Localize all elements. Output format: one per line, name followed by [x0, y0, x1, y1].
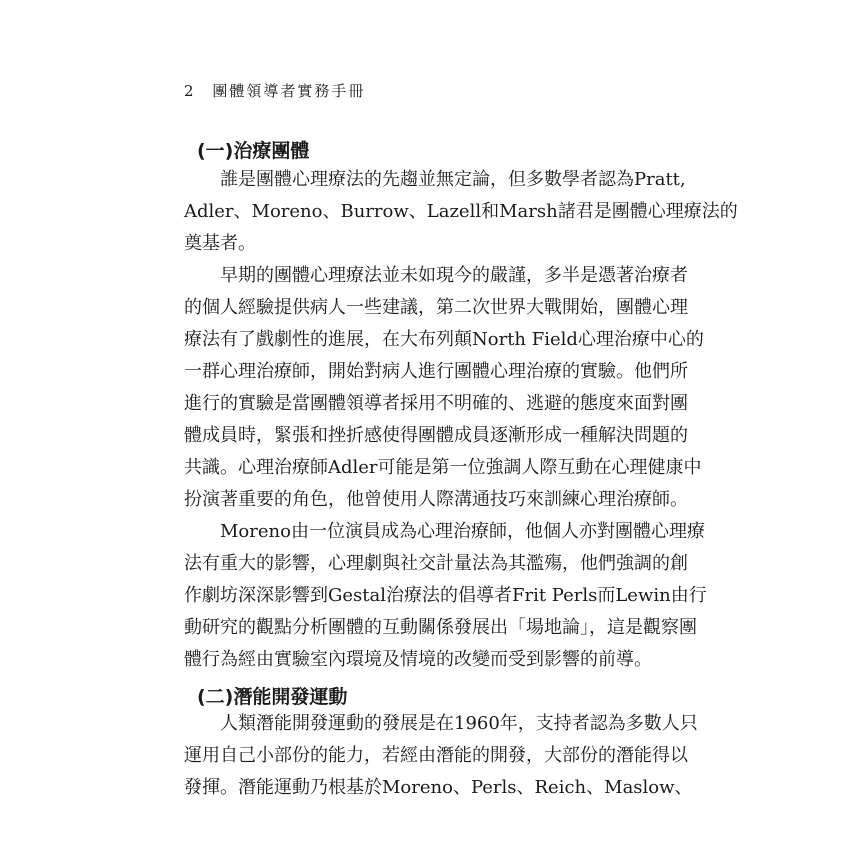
paragraph-line: 奠基者。: [184, 233, 256, 254]
paragraph-line: 作劇坊深深影響到Gestal治療法的倡導者Frit Perls而Lewin由行: [184, 585, 707, 606]
running-header: [184, 80, 365, 101]
paragraph-line: 進行的實驗是當團體領導者採用不明確的、逃避的態度來面對團: [184, 393, 688, 414]
book-title: 團體領導者實務手冊: [212, 82, 366, 100]
paragraph-line: 體成員時，緊張和挫折感使得團體成員逐漸形成一種解決問題的: [184, 425, 688, 446]
paragraph-line: 誰是團體心理療法的先趨並無定論，但多數學者認為Pratt,: [220, 169, 686, 190]
paragraph-line: 人類潛能開發運動的發展是在1960年，支持者認為多數人只: [220, 713, 698, 734]
paragraph-line: 療法有了戲劇性的進展，在大布列顛North Field心理治療中心的: [184, 329, 704, 350]
section-heading-therapy-groups: (一)治療團體: [197, 140, 310, 162]
paragraph-line: Moreno由一位演員成為心理治療師，他個人亦對團體心理療: [220, 521, 705, 542]
paragraph-line: 一群心理治療師，開始對病人進行團體心理治療的實驗。他們所: [184, 361, 688, 382]
page-number: 2: [184, 82, 196, 100]
paragraph-line: 體行為經由實驗室內環境及情境的改變而受到影響的前導。: [184, 649, 652, 670]
paragraph-line: 的個人經驗提供病人一些建議，第二次世界大戰開始，團體心理: [184, 297, 688, 318]
section-heading-potential-development: (二)潛能開發運動: [197, 686, 348, 708]
paragraph-line: 早期的團體心理療法並未如現今的嚴謹，多半是憑著治療者: [220, 265, 688, 286]
paragraph-line: 動研究的觀點分析團體的互動關係發展出「場地論」，這是觀察團: [184, 617, 697, 638]
paragraph-line: 發揮。潛能運動乃根基於Moreno、Perls、Reich、Maslow、: [184, 777, 693, 798]
paragraph-line: 扮演著重要的角色，他曾使用人際溝通技巧來訓練心理治療師。: [184, 489, 688, 510]
paragraph-line: 法有重大的影響，心理劇與社交計量法為其濫殤，他們強調的創: [184, 553, 688, 574]
paragraph-line: Adler、Moreno、Burrow、Lazell和Marsh諸君是團體心理療法的: [184, 201, 738, 222]
paragraph-line: 運用自己小部份的能力，若經由潛能的開發，大部份的潛能得以: [184, 745, 688, 766]
paragraph-line: 共識。心理治療師Adler可能是第一位強調人際互動在心理健康中: [184, 457, 702, 478]
